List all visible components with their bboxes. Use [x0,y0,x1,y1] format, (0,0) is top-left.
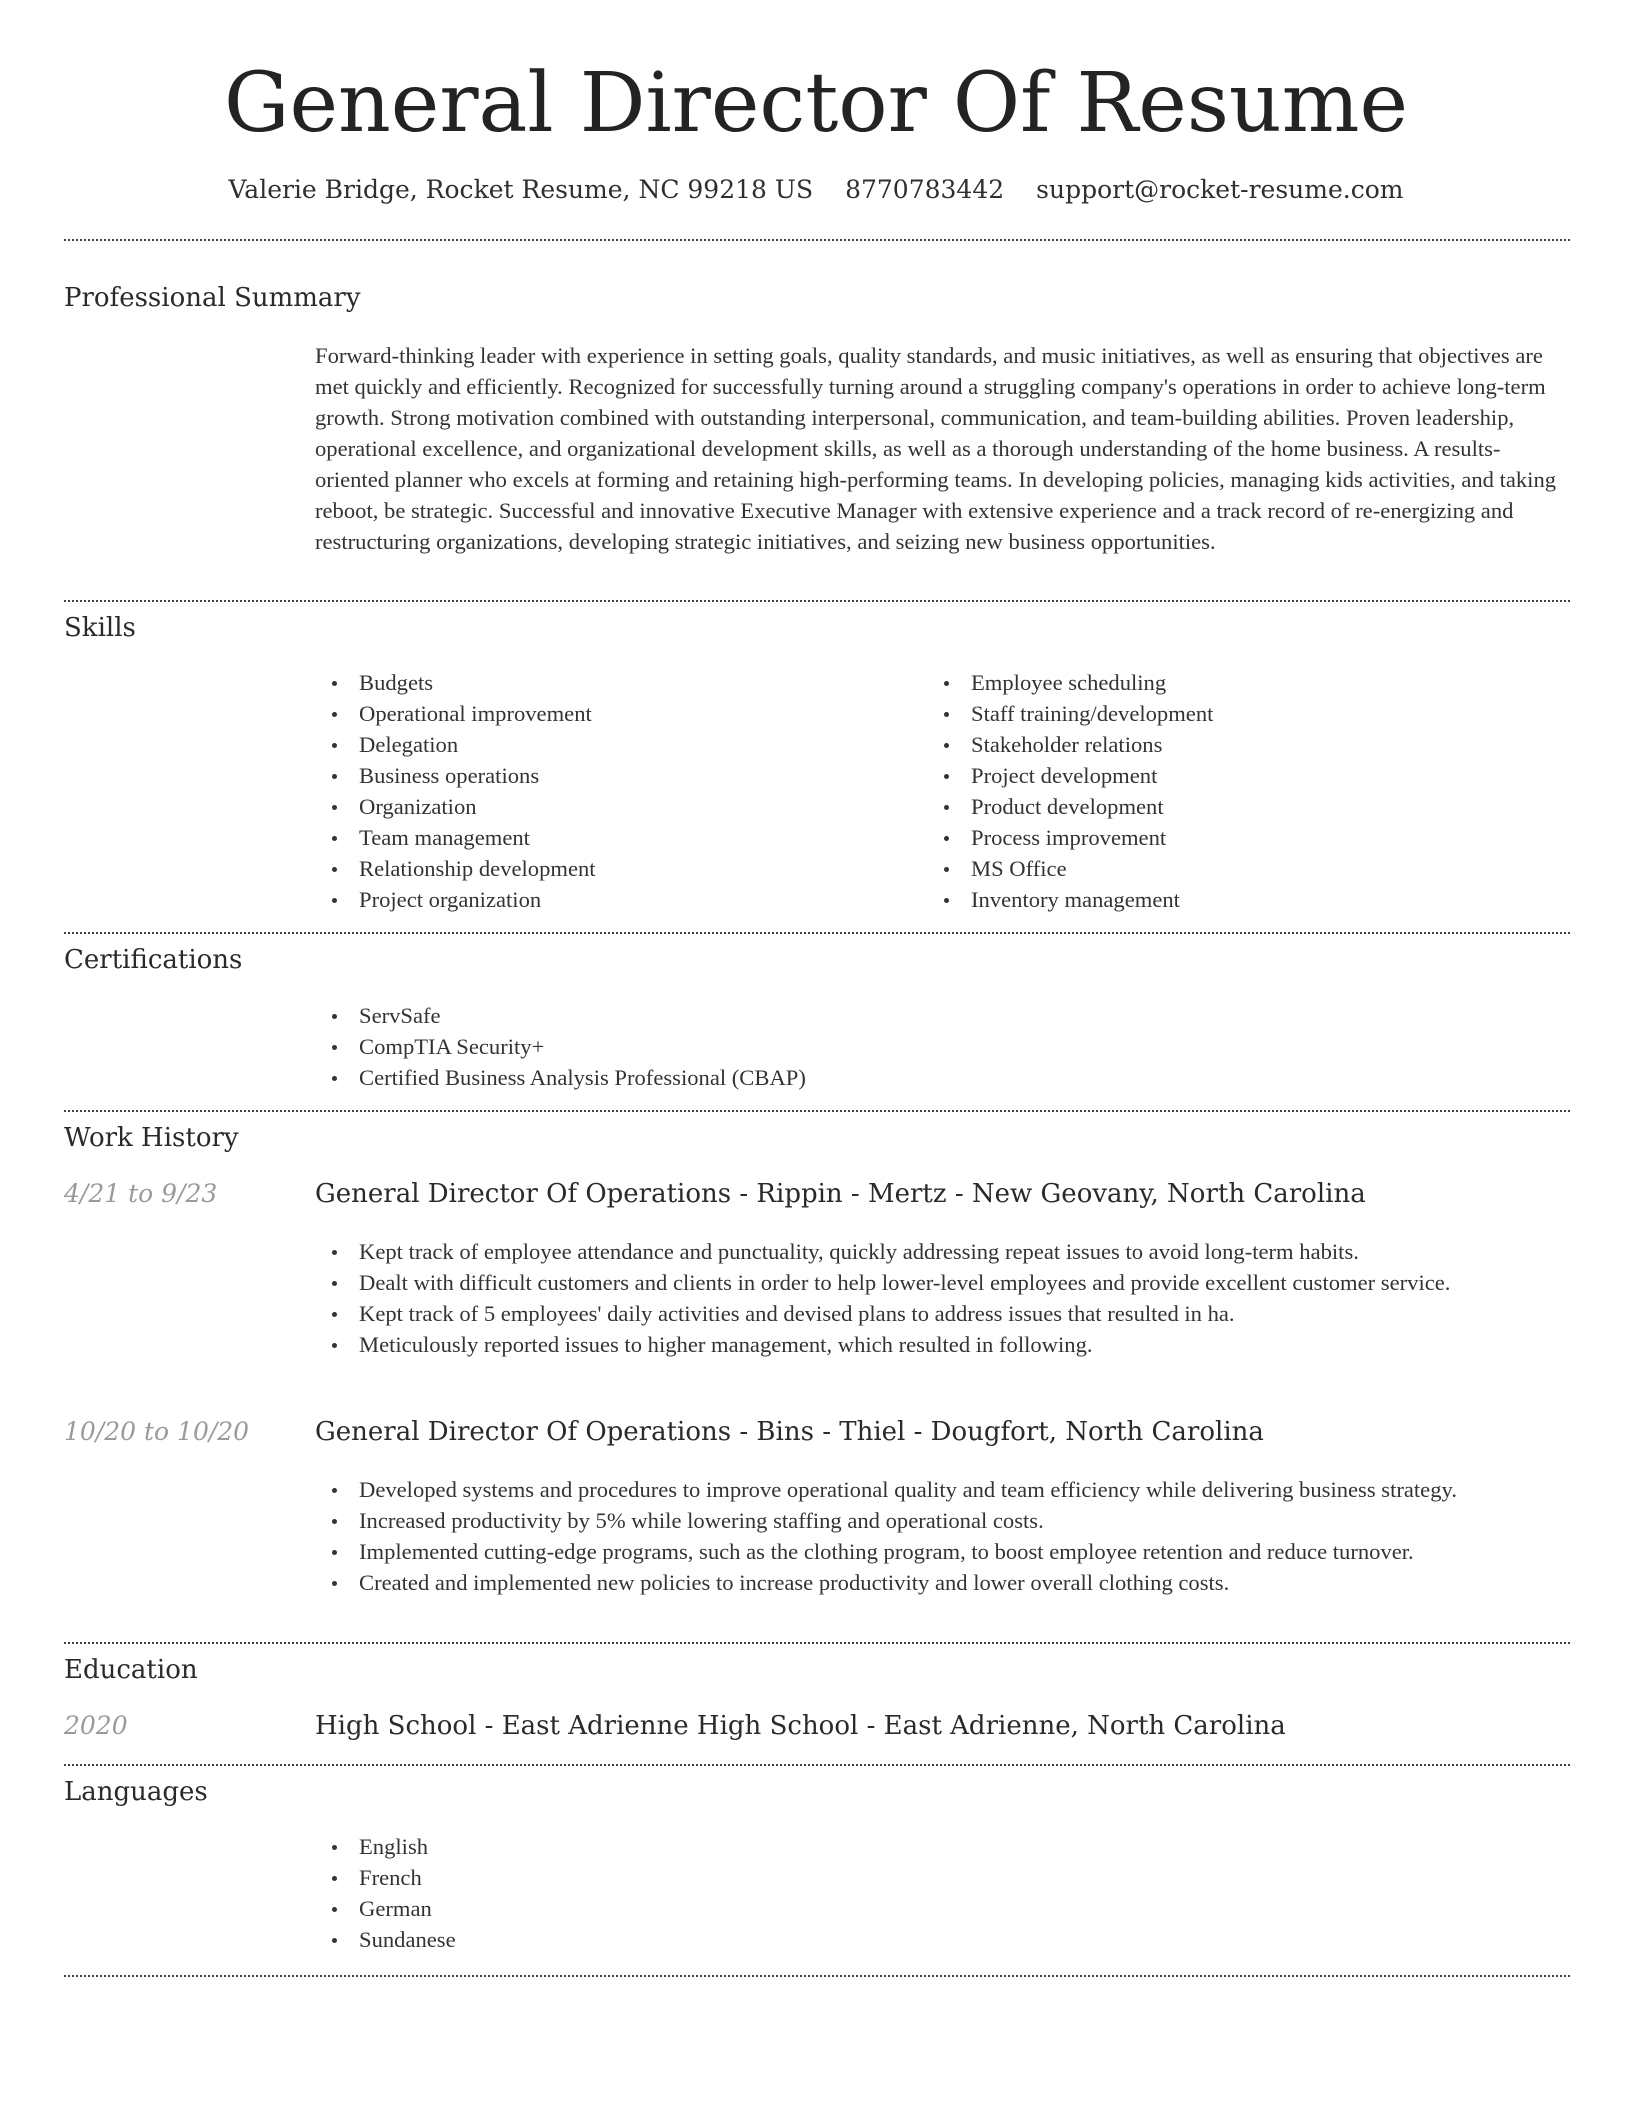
certification-item: ServSafe [315,1000,1565,1031]
job-bullet: Dealt with difficult customers and clients in order to help lower-level employees and provide excellent customer service. [315,1267,1570,1298]
certification-item: CompTIA Security+ [315,1031,1565,1062]
skill-item: Staff training/development [927,698,1547,729]
divider [64,239,1570,241]
section-title-skills: Skills [64,613,136,643]
divider [64,932,1570,934]
summary-text: Forward-thinking leader with experience in setting goals, quality standards, and music initiatives, as well as ensuring that objectives are met quickly and efficiently. Recognized for successfully turning around a struggling company's operations in order to achieve long-term growth. Strong motivation combined with outstanding interpersonal, communication, and team-building abilities. Proven leadership, operational excellence, and organizational development skills, as well as a thorough understanding of the home business. A results-oriented planner who excels at forming and retaining high-performing teams. In developing policies, managing kids activities, and taking reboot, be strategic. Successful and innovative Executive Manager with extensive experience and a track record of re-energizing and restructuring organizations, developing strategic initiatives, and seizing new business opportunities. [315,343,1557,554]
language-item: French [315,1862,1565,1893]
language-item: German [315,1893,1565,1924]
resume-name: General Director Of Resume [223,56,1409,151]
certification-item: Certified Business Analysis Professional (CBAP) [315,1062,1565,1093]
contact-phone: 8770783442 [845,175,1005,204]
job-bullet: Kept track of employee attendance and punctuality, quickly addressing repeat issues to avoid long-term habits. [315,1236,1570,1267]
job-date: 10/20 to 10/20 [64,1417,250,1446]
skill-item: Employee scheduling [927,667,1547,698]
skill-item: Organization [315,791,915,822]
divider [64,1764,1570,1766]
skills-list-left [315,667,915,915]
skill-item: Project development [927,760,1547,791]
contact-line [0,170,1632,210]
divider [64,1975,1570,1977]
divider [64,1110,1570,1112]
job-date: 4/21 to 9/23 [64,1179,218,1208]
job-bullet: Kept track of 5 employees' daily activities and devised plans to address issues that resulted in ha. [315,1298,1570,1329]
job-bullet: Created and implemented new policies to increase productivity and lower overall clothing costs. [315,1567,1570,1598]
section-title-education: Education [64,1655,198,1685]
skill-item: Business operations [315,760,915,791]
education-date: 2020 [64,1711,128,1740]
section-title-summary: Professional Summary [64,283,361,313]
divider [64,600,1570,602]
job-title: General Director Of Operations - Bins - Thiel - Dougfort, North Carolina [315,1417,1264,1447]
skill-item: Team management [315,822,915,853]
job-bullet: Increased productivity by 5% while lowering staffing and operational costs. [315,1505,1570,1536]
education-entry: High School - East Adrienne High School - East Adrienne, North Carolina [315,1711,1286,1741]
job-bullets [315,1236,1570,1360]
skill-item: Product development [927,791,1547,822]
divider [64,1642,1570,1644]
skills-list-right [927,667,1547,915]
skill-item: Inventory management [927,884,1547,915]
skill-item: Stakeholder relations [927,729,1547,760]
job-bullet: Implemented cutting-edge programs, such as the clothing program, to boost employee retention and reduce turnover. [315,1536,1570,1567]
skill-item: Operational improvement [315,698,915,729]
skill-item: MS Office [927,853,1547,884]
section-title-work-history: Work History [64,1123,239,1153]
skill-item: Project organization [315,884,915,915]
job-bullets [315,1474,1570,1598]
skill-item: Process improvement [927,822,1547,853]
contact-address: Valerie Bridge, Rocket Resume, NC 99218 US [228,175,814,204]
skill-item: Delegation [315,729,915,760]
language-item: English [315,1831,1565,1862]
certifications-list [315,1000,1565,1093]
languages-list [315,1831,1565,1955]
skill-item: Budgets [315,667,915,698]
job-bullet: Meticulously reported issues to higher management, which resulted in following. [315,1329,1570,1360]
job-bullet: Developed systems and procedures to improve operational quality and team efficiency while delivering business strategy. [315,1474,1570,1505]
language-item: Sundanese [315,1924,1565,1955]
section-title-languages: Languages [64,1777,208,1807]
section-title-certifications: Certifications [64,945,243,975]
contact-email: support@rocket-resume.com [1036,175,1404,204]
job-title: General Director Of Operations - Rippin - Mertz - New Geovany, North Carolina [315,1179,1366,1209]
skill-item: Relationship development [315,853,915,884]
